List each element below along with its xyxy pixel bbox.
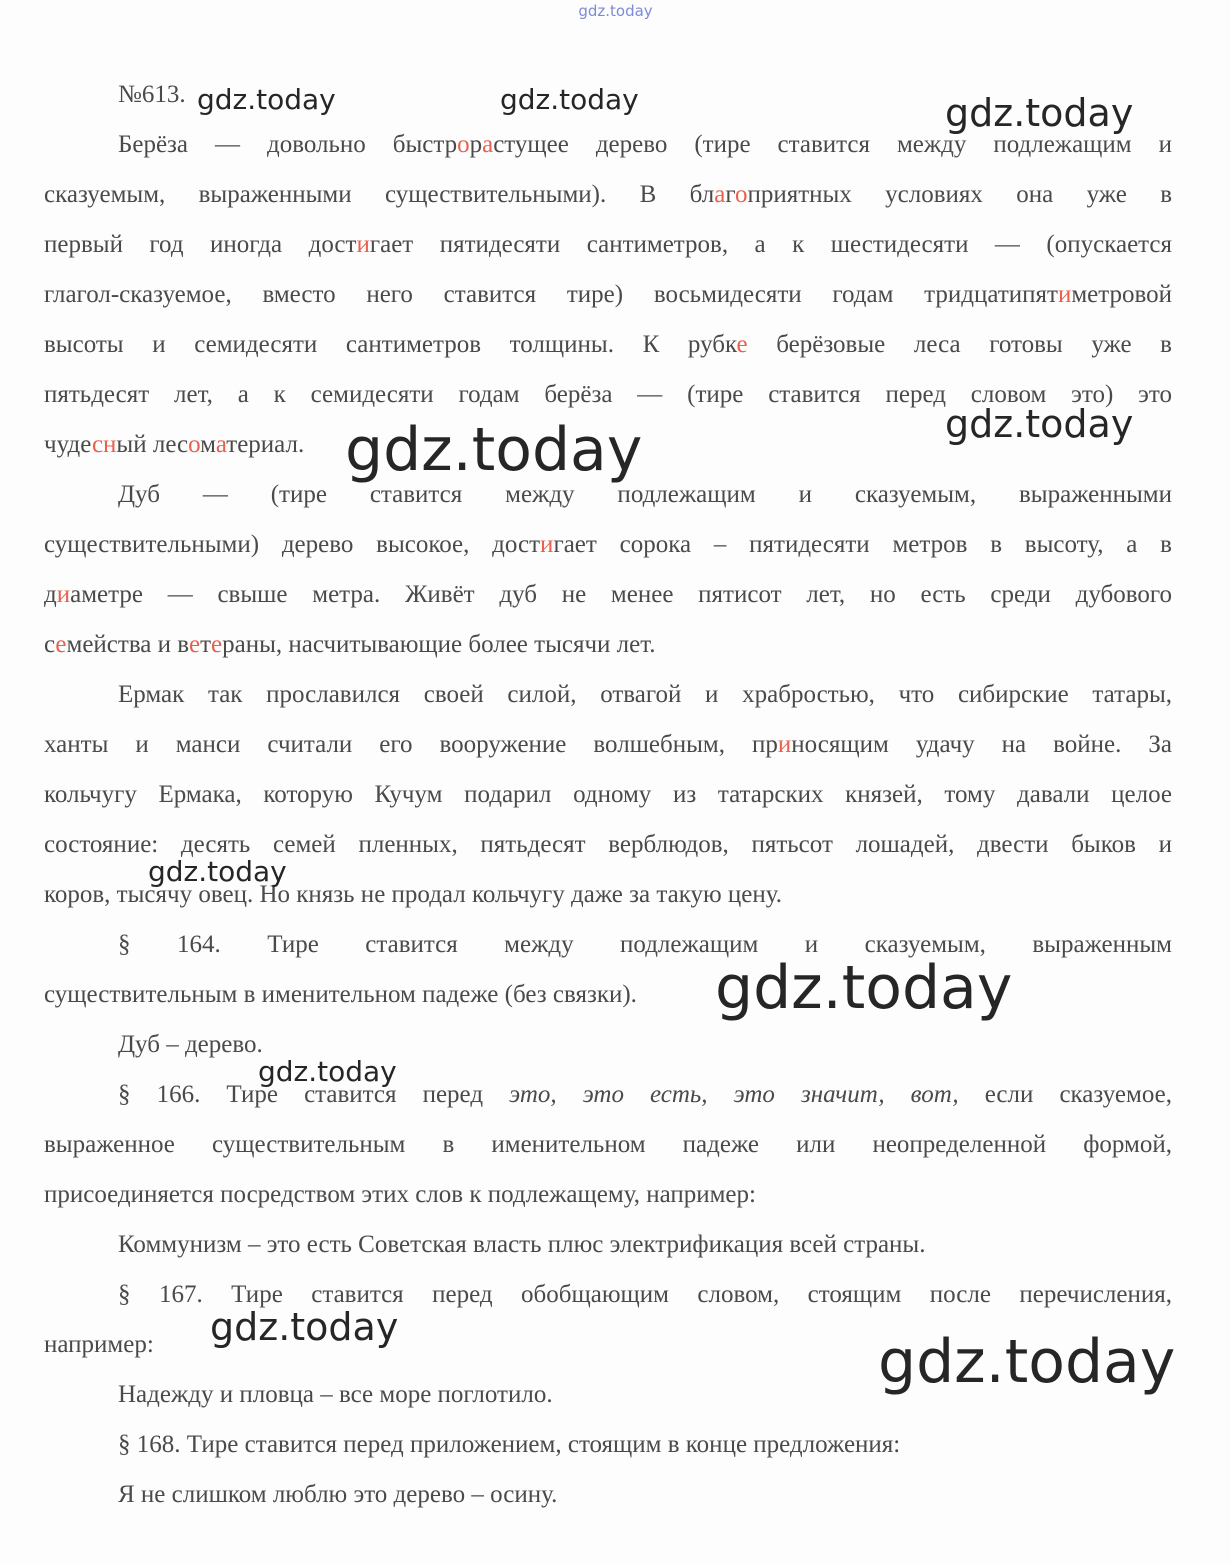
- text-line: Коммунизм – это есть Советская власть плюс электрификация всей страны.: [118, 1231, 926, 1258]
- highlighted-letter: о: [457, 131, 470, 158]
- highlighted-letter: и: [540, 531, 554, 558]
- highlighted-letter: е: [736, 331, 748, 358]
- text-line: Я не слишком люблю это дерево – осину.: [118, 1481, 558, 1508]
- header-watermark: gdz.today: [578, 2, 653, 20]
- text-line: ханты и манси считали его вооружение волшебным, приносящим удачу на войне. За: [44, 731, 1172, 758]
- text-line: Дуб — (тире ставится между подлежащим и сказуемым, выраженными: [118, 481, 1172, 508]
- text-line: § 164. Тире ставится между подлежащим и сказуемым, выраженным: [118, 931, 1172, 958]
- text-line: Ермак так прославился своей силой, отвагой и храбростью, что сибирские татары,: [118, 681, 1172, 708]
- text-line: пятьдесят лет, а к семидесяти годам берёза — (тире ставится перед словом это) это: [44, 381, 1172, 408]
- text-line: Дуб – дерево.: [118, 1031, 263, 1058]
- text-line: глагол-сказуемое, вместо него ставится тире) восьмидесяти годам тридцатипятиметровой: [44, 281, 1172, 308]
- text-line: присоединяется посредством этих слов к подлежащему, например:: [44, 1181, 756, 1208]
- text-line: состояние: десять семей пленных, пятьдесят верблюдов, пятьсот лошадей, двести быков и: [44, 831, 1172, 858]
- text-line: существительным в именительном падеже (без связки).: [44, 981, 637, 1008]
- watermark: gdz.today: [878, 1327, 1176, 1397]
- highlighted-letter: е: [188, 631, 201, 658]
- text-line: например:: [44, 1331, 154, 1358]
- highlighted-letter: о: [188, 431, 201, 458]
- highlighted-letter: а: [215, 431, 227, 458]
- text-line: § 166. Тире ставится перед это, это есть, это значит, вот, если сказуемое,: [118, 1081, 1172, 1108]
- text-line: существительными) дерево высокое, достигает сорока – пятидесяти метров в высоту, а в: [44, 531, 1172, 558]
- watermark: gdz.today: [197, 83, 336, 116]
- italic-text: это, это есть, это значит, вот,: [509, 1081, 959, 1108]
- watermark: gdz.today: [715, 953, 1013, 1023]
- text-line: Берёза — довольно быстрорастущее дерево (тире ставится между подлежащим и: [118, 131, 1172, 158]
- highlighted-letter: и: [1057, 281, 1072, 308]
- text-line: высоты и семидесяти сантиметров толщины. К рубке берёзовые леса готовы уже в: [44, 331, 1172, 358]
- watermark: gdz.today: [258, 1055, 397, 1088]
- highlighted-letter: а: [714, 181, 726, 208]
- text-line: семейства и ветераны, насчитывающие более тысячи лет.: [44, 631, 656, 658]
- text-line: Надежду и пловца – все море поглотило.: [118, 1381, 553, 1408]
- watermark: gdz.today: [148, 855, 287, 888]
- watermark: gdz.today: [945, 91, 1134, 135]
- highlighted-letter: е: [55, 631, 67, 658]
- text-line: диаметре — свыше метра. Живёт дуб не менее пятисот лет, но есть среди дубового: [44, 581, 1172, 608]
- watermark: gdz.today: [500, 83, 639, 116]
- text-line: сказуемым, выраженными существительными). В благоприятных условиях она уже в: [44, 181, 1172, 208]
- text-line: первый год иногда достигает пятидесяти сантиметров, а к шестидесяти — (опускается: [44, 231, 1172, 258]
- watermark: gdz.today: [210, 1305, 399, 1349]
- text-line: выраженное существительным в именительном падеже или неопределенной формой,: [44, 1131, 1172, 1158]
- text-line: чудесный лесоматериал.: [44, 431, 305, 458]
- highlighted-letter: сн: [91, 431, 117, 458]
- highlighted-letter: и: [56, 581, 71, 608]
- text-line: кольчугу Ермака, которую Кучум подарил одному из татарских князей, тому давали целое: [44, 781, 1172, 808]
- text-line: коров, тысячу овец. Но князь не продал кольчугу даже за такую цену.: [44, 881, 783, 908]
- document-body: [44, 70, 1172, 1520]
- text-line: § 168. Тире ставится перед приложением, стоящим в конце предложения:: [118, 1431, 901, 1458]
- highlighted-letter: и: [356, 231, 370, 258]
- watermark: gdz.today: [945, 402, 1134, 446]
- highlighted-letter: а: [482, 131, 494, 158]
- highlighted-letter: и: [777, 731, 792, 758]
- highlighted-letter: е: [211, 631, 223, 658]
- watermark: gdz.today: [345, 415, 643, 485]
- text-line: №613.: [118, 81, 186, 108]
- highlighted-letter: о: [734, 181, 748, 208]
- text-line: § 167. Тире ставится перед обобщающим словом, стоящим после перечисления,: [118, 1281, 1172, 1308]
